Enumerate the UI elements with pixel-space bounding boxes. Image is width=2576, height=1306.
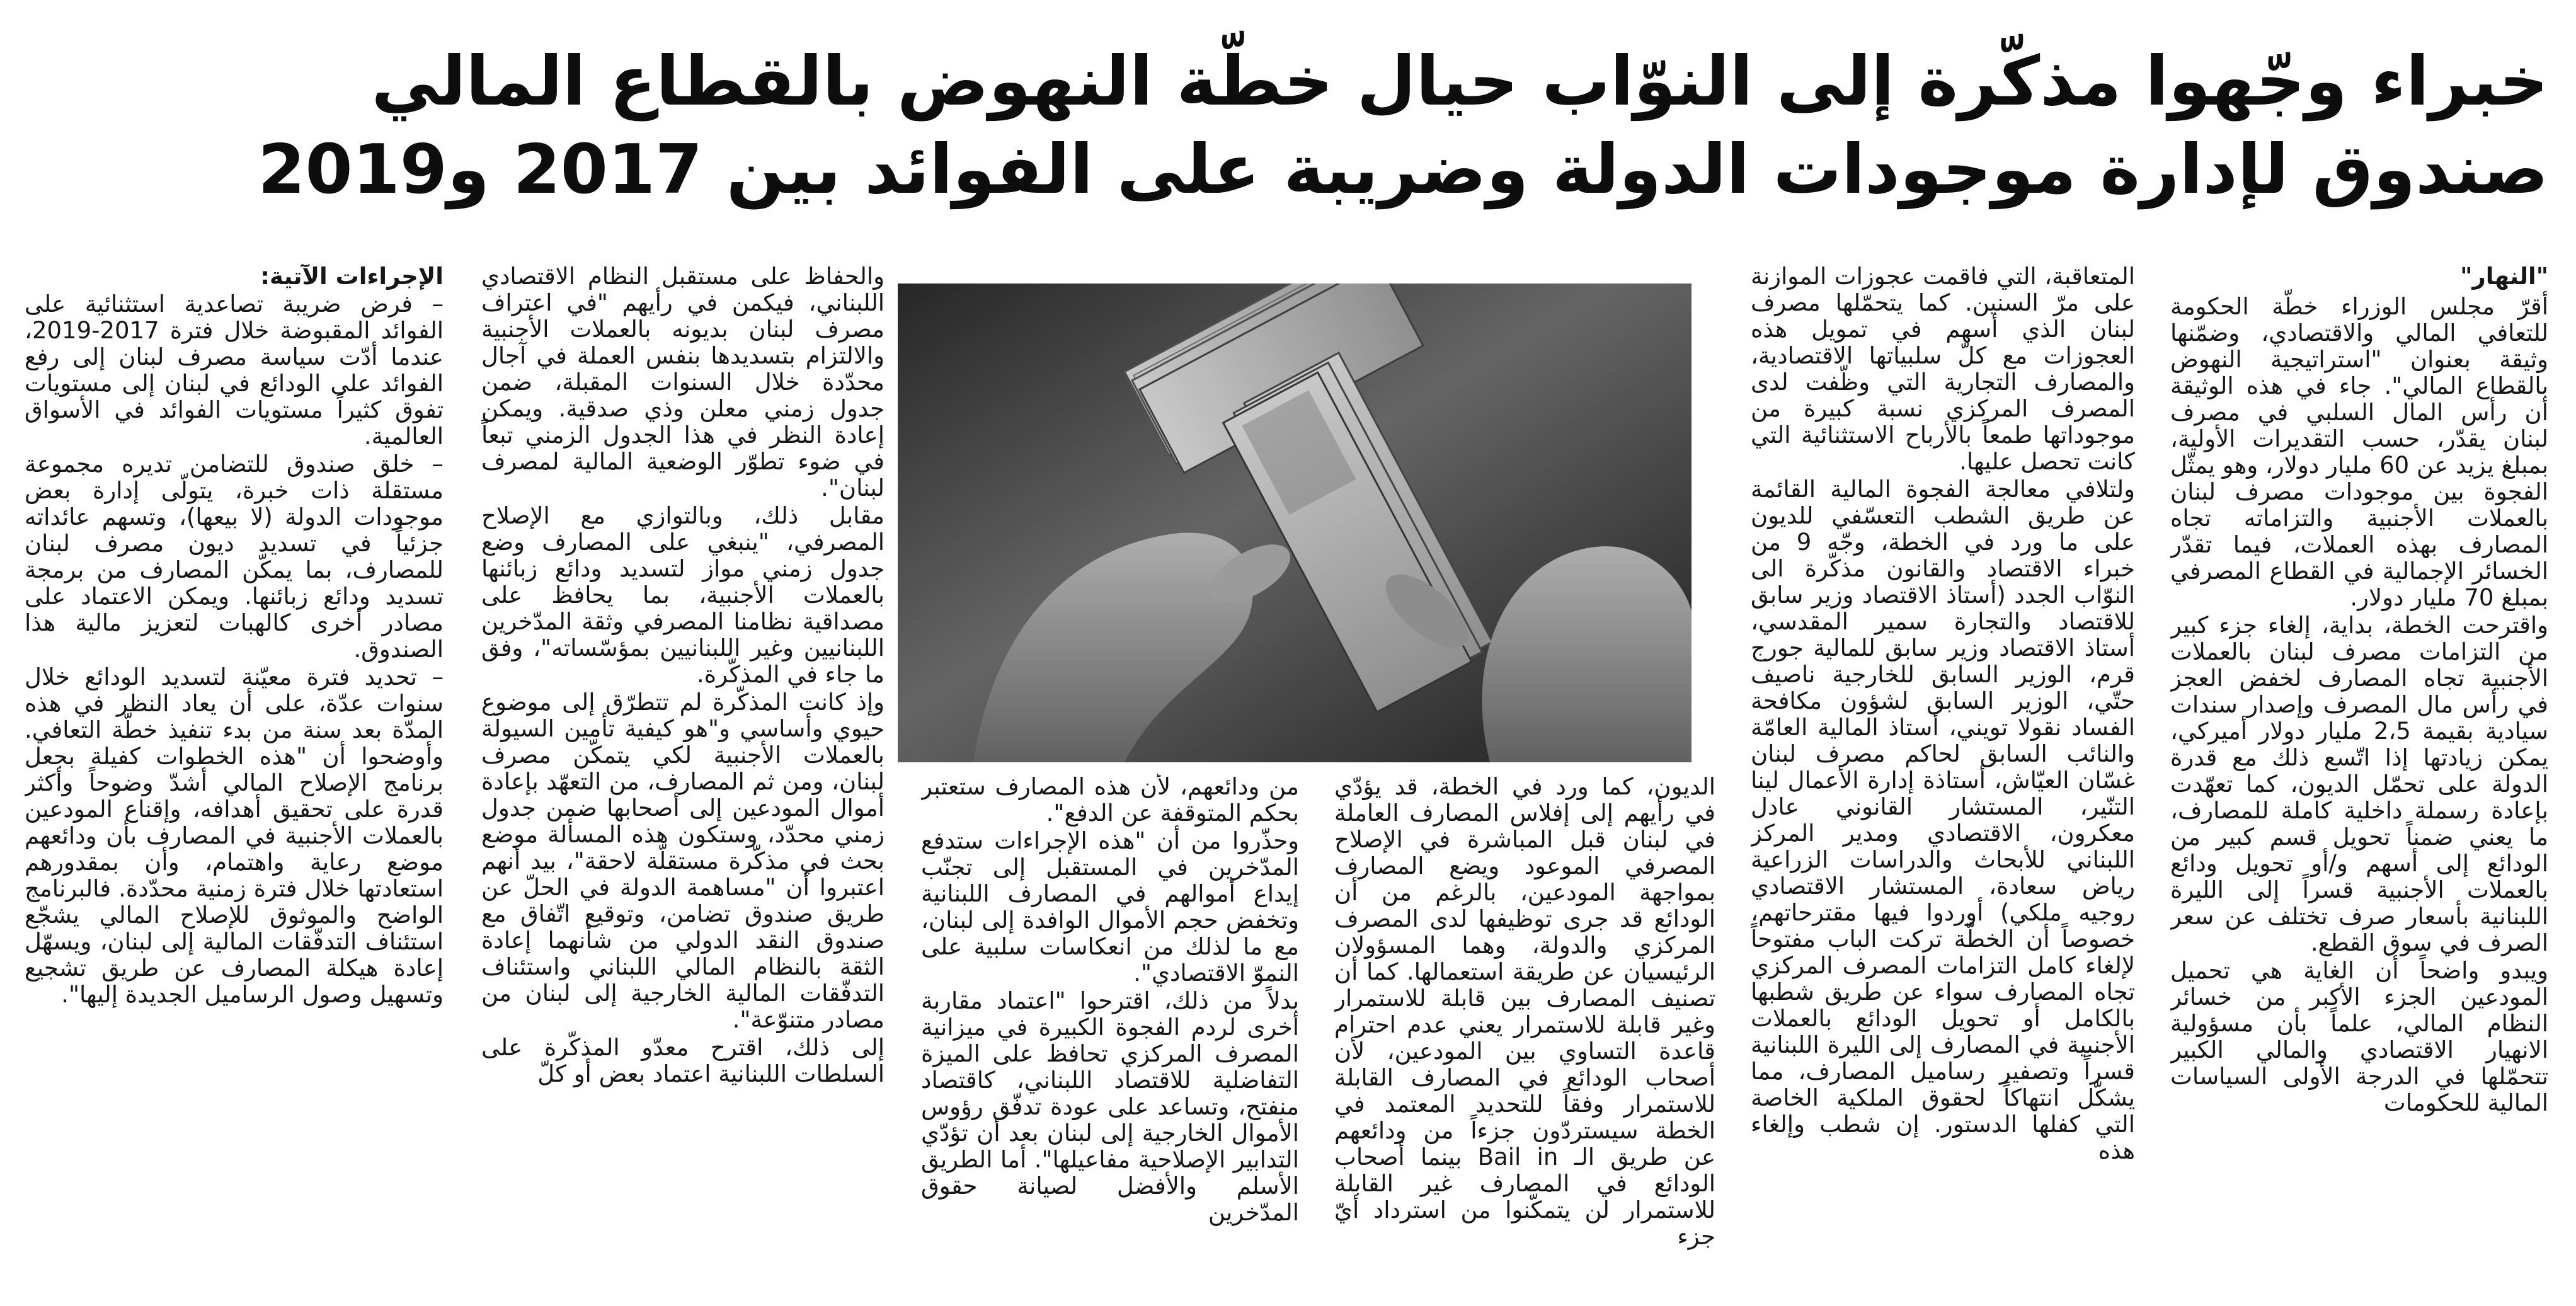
paragraph: إلى ذلك، اقترح معدّو المذكّرة على السلطات اللبنانية اعتماد بعض أو كلّ <box>481 1034 884 1087</box>
list-item: – خلق صندوق للتضامن تديره مجموعة مستقلة ذات خبرة، يتولّى إدارة بعض موجودات الدولة (لا بيعها)، وتسهم عائداته جزئياً في تسديد ديون مصرف لبنان للمصارف، بما يمكّن المصارف من برمجة تسديد ودائع زبائنها. ويمكن الاعتماد على مصادر أخرى كالهبات لتعزيز مالية هذا الصندوق. <box>25 450 444 663</box>
article-column-3 <box>1334 774 1715 1297</box>
banknotes-photo <box>898 284 1692 762</box>
paragraph: واقترحت الخطة، بداية، إلغاء جزء كبير من التزامات مصرف لبنان بالعملات الأجنبية تجاه المصارف لخفض العجز في رأس مال المصرف وإصدار سندات سيادية بقيمة 2،5 مليار دولار أميركي، يمكن زيادتها إذا اتّسع ذلك مع قدرة الدولة على تحمّل الديون، كما تعهّدت بإعادة رسملة داخلية كاملة للمصارف، ما يعني ضمناً تحويل قسم كبير من الودائع إلى أسهم و/أو تحويل ودائع بالعملات الأجنبية قسراً إلى الليرة اللبنانية بأسعار صرف تختلف عن سعر الصرف في سوق القطع. <box>2170 612 2548 956</box>
article-column-5 <box>481 263 884 1297</box>
article-column-1 <box>2170 263 2548 1297</box>
article-column-2 <box>1751 263 2135 1297</box>
paragraph: أقرّ مجلس الوزراء خطّة الحكومة للتعافي المالي والاقتصادي، وضمّنها وثيقة بعنوان "استراتيجية النهوض بالقطاع المالي". جاء في هذه الوثيقة أن رأس المال السلبي في مصرف لبنان يقدّر، حسب التقديرات الأولية، بمبلغ يزيد عن 60 مليار دولار، وهو يمثّل الفجوة بين موجودات مصرف لبنان بالعملات الأجنبية والتزاماته تجاه المصارف بهذه العملات، فيما تقدّر الخسائر الإجمالية في القطاع المصرفي بمبلغ 70 مليار دولار. <box>2170 293 2548 611</box>
source-credit: "النهار" <box>2460 263 2548 290</box>
headline-line-1: خبراء وجّهوا مذكّرة إلى النوّاب حيال خطّة النهوض بالقطاع المالي <box>371 42 2548 121</box>
paragraph: بدلاً من ذلك، اقترحوا "اعتماد مقاربة أخرى لردم الفجوة الكبيرة في ميزانية المصرف المركزي تحافظ على الميزة التفاضلية للاقتصاد اللبناني، كاقتصاد منفتح، وتساعد على عودة تدفّق رؤوس الأموال الخارجية إلى لبنان بعد أن تؤدّي التدابير الإصلاحية مفاعيلها". أما الطريق الأسلم والأفضل لصيانة حقوق المدّخرين <box>921 987 1299 1226</box>
paragraph: ولتلافي معالجة الفجوة المالية القائمة عن طريق الشطب التعسّفي للديون على ما ورد في الخطة، وجّه 9 من خبراء الاقتصاد والقانون مذكّرة الى النوّاب الجدد (أستاذ الاقتصاد وزير سابق للاقتصاد والتجارة سمير المقدسي، أستاذ الاقتصاد وزير سابق للمالية جورج قرم، الوزير السابق للخارجية ناصيف حتّي، الوزير السابق لشؤون مكافحة الفساد نقولا تويني، أستاذ المالية العامّة والنائب السابق لحاكم مصرف لبنان غسّان العيّاش، أستاذة إدارة الأعمال لينا التنّير، المستشار القانوني عادل معكرون، الاقتصادي ومدير المركز اللبناني للأبحاث والدراسات الزراعية رياض سعادة، المستشار الاقتصادي روجيه ملكي) أوردوا فيها مقترحاتهم، خصوصاً أن الخطّة تركت الباب مفتوحاً لإلغاء كامل التزامات المصرف المركزي تجاه المصارف سواء عن طريق شطبها بالكامل أو تحويل الودائع بالعملات الأجنبية في المصارف إلى الليرة اللبنانية قسراً وتصفير رساميل المصارف، مما يشكّل انتهاكاً لحقوق الملكية الخاصة التي كفلها الدستور. إن شطب وإلغاء هذه <box>1751 476 2135 1164</box>
paragraph: وإذ كانت المذكّرة لم تتطرّق إلى موضوع حيوي وأساسي و"هو كيفية تأمين السيولة بالعملات الأجنبية لكي يتمكّن مصرف لبنان، ومن ثم المصارف، من التعهّد بإعادة أموال المودعين إلى أصحابها ضمن جدول زمني محدّد، وستكون هذه المسألة موضع بحث في مذكّرة مستقلّة لاحقة"، بيد أنهم اعتبروا أن "مساهمة الدولة في الحلّ عن طريق صندوق تضامن، وتوقيع اتّفاق مع صندوق النقد الدولي من شأنهما إعادة الثقة بالنظام المالي اللبناني واستئناف التدفّقات المالية الخارجية إلى لبنان من مصادر متنوّعة". <box>481 689 884 1033</box>
paragraph: مقابل ذلك، وبالتوازي مع الإصلاح المصرفي، "ينبغي على المصارف وضع جدول زمني مواز لتسديد ودائع زبائنها بالعملات الأجنبية، بما يحافظ على مصداقية نظامنا المصرفي وثقة المدّخرين اللبنانيين وغير اللبنانيين بمؤسّساته"، وفق ما جاء في المذكّرة. <box>481 502 884 688</box>
paragraph: وحذّروا من أن "هذه الإجراءات ستدفع المدّخرين في المستقبل إلى تجنّب إيداع أموالهم في المصارف اللبنانية وتخفض حجم الأموال الوافدة إلى لبنان، مع ما لذلك من انعكاسات سلبية على النموّ الاقتصادي". <box>921 827 1299 987</box>
article-column-6 <box>25 263 444 1297</box>
banknotes-photo-illustration <box>898 284 1692 762</box>
paragraph: والحفاظ على مستقبل النظام الاقتصادي اللبناني، فيكمن في رأيهم "في اعتراف مصرف لبنان بديونه بالعملات الأجنبية والالتزام بتسديدها بنفس العملة في آجال محدّدة خلال السنوات المقبلة، ضمن جدول زمني معلن وذي صدقية. ويمكن إعادة النظر في هذا الجدول الزمني تبعاً في ضوء تطوّر الوضعية المالية لمصرف لبنان". <box>481 263 884 501</box>
article-column-4 <box>921 774 1299 1297</box>
paragraph: من ودائعهم، لأن هذه المصارف ستعتبر بحكم المتوقفة عن الدفع". <box>921 774 1299 827</box>
paragraph: ويبدو واضحاً أن الغاية هي تحميل المودعين الجزء الأكبر من خسائر النظام المالي، علماً بأن مسؤولية الانهيار الاقتصادي والمالي الكبير تتحمّلها في الدرجة الأولى السياسات المالية للحكومات <box>2170 957 2548 1116</box>
list-intro: الإجراءات الآتية: <box>260 263 444 290</box>
list-item: – تحديد فترة معيّنة لتسديد الودائع خلال سنوات عدّة، على أن يعاد النظر في هذه المدّة بعد سنة من بدء تنفيذ خطّة التعافي. وأوضحوا أن "هذه الخطوات كفيلة بجعل برنامج الإصلاح المالي أشدّ وضوحاً وأكثر قدرة على تحقيق أهدافه، وإقناع المودعين بالعملات الأجنبية في المصارف بأن ودائعهم موضع رعاية واهتمام، وأن بمقدورهم استعادتها خلال فترة زمنية محدّدة. فالبرنامج الواضح والموثوق للإصلاح المالي يشجّع استئناف التدفّقات المالية إلى لبنان، ويسهّل إعادة هيكلة المصارف عن طريق تشجيع وتسهيل وصول الرساميل الجديدة إليها". <box>25 663 444 1008</box>
list-item: – فرض ضريبة تصاعدية استثنائية على الفوائد المقبوضة خلال فترة 2017-2019، عندما أدّت سياسة مصرف لبنان إلى رفع الفوائد على الودائع في لبنان إلى مستويات تفوق كثيراً مستويات الفوائد في الأسواق العالمية. <box>25 290 444 450</box>
headline-line-2: صندوق لإدارة موجودات الدولة وضريبة على الفوائد بين 2017 و2019 <box>258 130 2548 209</box>
paragraph: المتعاقبة، التي فاقمت عجوزات الموازنة على مرّ السنين. كما يتحمّلها مصرف لبنان الذي أسهم في تمويل هذه العجوزات مع كلّ سلبياتها الاقتصادية، والمصارف التجارية التي وظّفت لدى المصرف المركزي نسبة كبيرة من موجوداتها طمعاً بالأرباح الاستثنائية التي كانت تحصل عليها. <box>1751 263 2135 475</box>
paragraph: الديون، كما ورد في الخطة، قد يؤدّي في رأيهم إلى إفلاس المصارف العاملة في لبنان قبل المباشرة في الإصلاح المصرفي الموعود ويضع المصارف بمواجهة المودعين، بالرغم من أن الودائع قد جرى توظيفها لدى المصرف المركزي والدولة، وهما المسؤولان الرئيسيان عن طريقة استعمالها. كما أن تصنيف المصارف بين قابلة للاستمرار وغير قابلة للاستمرار يعني عدم احترام قاعدة التساوي بين المودعين، لأن أصحاب الودائع في المصارف القابلة للاستمرار وفقاً للتحديد المعتمد في الخطة سيستردّون جزءاً من ودائعهم عن طريق الـ Bail in بينما أصحاب الودائع في المصارف غير القابلة للاستمرار لن يتمكّنوا من استرداد أيّ جزء <box>1334 774 1715 1250</box>
